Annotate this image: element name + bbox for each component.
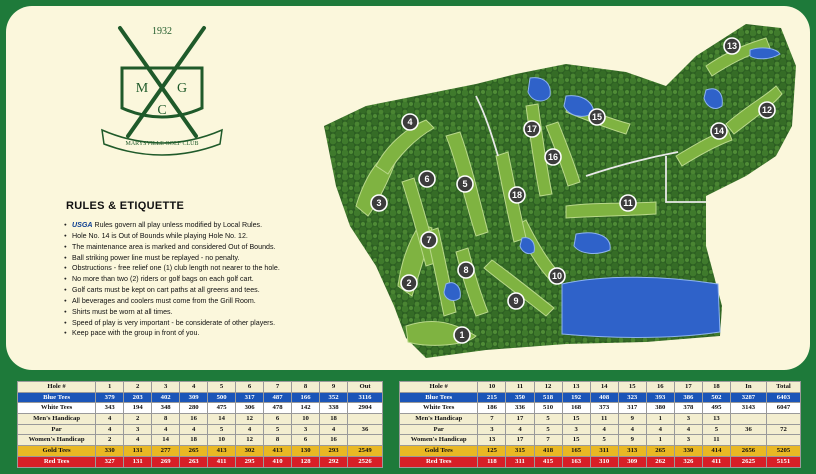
- score-cell: 380: [646, 403, 674, 414]
- hole-marker-13[interactable]: [724, 38, 740, 54]
- scorecard-row: [400, 424, 801, 435]
- score-cell: 4: [236, 424, 264, 435]
- svg-text:15: 15: [591, 112, 603, 122]
- score-cell: 330: [674, 446, 702, 457]
- score-cell: 502: [702, 392, 730, 403]
- score-cell: 3: [292, 424, 320, 435]
- score-cell: 410: [264, 456, 292, 467]
- score-cell: 280: [180, 403, 208, 414]
- score-cell: In: [730, 382, 766, 393]
- score-cell: 313: [618, 446, 646, 457]
- row-label: Women's Handicap: [18, 435, 96, 446]
- score-cell: 7: [478, 414, 506, 425]
- score-cell: 338: [320, 403, 348, 414]
- score-cell: 165: [562, 446, 590, 457]
- rule-item: ● Keep pace with the group in front of you.: [62, 328, 362, 339]
- scorecard-row: [18, 456, 383, 467]
- score-cell: 163: [562, 456, 590, 467]
- score-cell: 10: [208, 435, 236, 446]
- score-cell: 2526: [348, 456, 383, 467]
- score-cell: 4: [506, 424, 534, 435]
- score-cell: 13: [562, 382, 590, 393]
- row-label: Hole #: [18, 382, 96, 393]
- hole-marker-11[interactable]: [620, 195, 636, 211]
- usga-logo: USGA: [72, 221, 93, 229]
- scorecard-row: [400, 414, 801, 425]
- rule-item: ● Speed of play is very important - be considerate of other players.: [62, 318, 362, 329]
- score-cell: 6: [292, 435, 320, 446]
- score-cell: 323: [618, 392, 646, 403]
- score-cell: 2625: [730, 456, 766, 467]
- pond-8: [444, 283, 460, 301]
- score-cell: 10: [292, 414, 320, 425]
- hole-marker-1[interactable]: [454, 327, 470, 343]
- score-cell: 293: [320, 446, 348, 457]
- score-cell: 9: [618, 435, 646, 446]
- rule-item: ● No more than two (2) riders or golf bags on each golf cart.: [62, 274, 362, 285]
- score-cell: 4: [96, 414, 124, 425]
- hole-marker-14[interactable]: [711, 123, 727, 139]
- score-cell: 17: [674, 382, 702, 393]
- rule-item: ● Ball striking power line must be replayed - no penalty.: [62, 253, 362, 264]
- score-cell: Total: [766, 382, 800, 393]
- score-cell: [766, 435, 800, 446]
- score-cell: 311: [590, 446, 618, 457]
- score-cell: 18: [180, 435, 208, 446]
- score-cell: 3: [478, 424, 506, 435]
- score-cell: 309: [180, 392, 208, 403]
- row-label: Red Tees: [400, 456, 478, 467]
- score-cell: 11: [702, 435, 730, 446]
- score-cell: 7: [534, 435, 562, 446]
- score-cell: 8: [292, 382, 320, 393]
- score-cell: 393: [646, 392, 674, 403]
- svg-text:M: M: [135, 81, 149, 96]
- score-cell: 411: [702, 456, 730, 467]
- score-cell: 478: [264, 403, 292, 414]
- svg-text:1: 1: [459, 330, 465, 340]
- score-cell: 326: [674, 456, 702, 467]
- score-cell: 194: [124, 403, 152, 414]
- score-cell: 343: [96, 403, 124, 414]
- score-cell: 3: [562, 424, 590, 435]
- hole-marker-7[interactable]: [421, 232, 437, 248]
- scorecard-row: [18, 414, 383, 425]
- score-cell: 408: [590, 392, 618, 403]
- score-cell: 18: [702, 382, 730, 393]
- svg-text:12: 12: [761, 105, 773, 115]
- score-cell: 142: [292, 403, 320, 414]
- score-cell: 4: [96, 424, 124, 435]
- svg-text:2: 2: [406, 278, 412, 288]
- rule-item: ● Golf carts must be kept on cart paths at all greens and tees.: [62, 285, 362, 296]
- score-cell: 378: [674, 403, 702, 414]
- score-cell: Out: [348, 382, 383, 393]
- hole-marker-3[interactable]: [371, 195, 387, 211]
- score-cell: 9: [320, 382, 348, 393]
- score-cell: 510: [534, 403, 562, 414]
- score-cell: 495: [702, 403, 730, 414]
- score-cell: 3: [152, 382, 180, 393]
- score-cell: 4: [674, 424, 702, 435]
- row-label: White Tees: [18, 403, 96, 414]
- score-cell: 215: [478, 392, 506, 403]
- score-cell: 518: [534, 392, 562, 403]
- row-label: Blue Tees: [400, 392, 478, 403]
- hole-marker-5[interactable]: [457, 176, 473, 192]
- score-cell: 336: [506, 403, 534, 414]
- hole-marker-16[interactable]: [545, 149, 561, 165]
- row-label: Hole #: [400, 382, 478, 393]
- row-label: Men's Handicap: [400, 414, 478, 425]
- score-cell: 414: [702, 446, 730, 457]
- score-cell: 12: [236, 414, 264, 425]
- score-cell: 418: [534, 446, 562, 457]
- score-cell: 487: [264, 392, 292, 403]
- score-cell: 310: [590, 456, 618, 467]
- rule-item: ● USGA Rules govern all play unless modified by Local Rules.: [62, 220, 362, 231]
- score-cell: 2: [124, 414, 152, 425]
- score-cell: 1: [646, 414, 674, 425]
- row-label: White Tees: [400, 403, 478, 414]
- svg-text:8: 8: [463, 265, 469, 275]
- svg-text:MARYSVILLE GOLF CLUB: MARYSVILLE GOLF CLUB: [125, 141, 199, 147]
- score-cell: 16: [180, 414, 208, 425]
- hole-marker-12[interactable]: [759, 102, 775, 118]
- crossed-clubs-icon: [120, 28, 204, 136]
- score-cell: 5: [534, 424, 562, 435]
- scorecard-row: [18, 435, 383, 446]
- score-cell: 3: [124, 424, 152, 435]
- rules-title: RULES & ETIQUETTE: [66, 200, 185, 212]
- scorecard-row: [400, 446, 801, 457]
- score-cell: 13: [478, 435, 506, 446]
- svg-text:1932: 1932: [152, 26, 172, 37]
- scorecard-back-nine: [399, 381, 801, 468]
- svg-text:18: 18: [511, 190, 523, 200]
- score-cell: 269: [152, 456, 180, 467]
- row-label: Par: [400, 424, 478, 435]
- hole-marker-17[interactable]: [524, 121, 540, 137]
- score-cell: 16: [320, 435, 348, 446]
- scorecard-row: [400, 456, 801, 467]
- row-label: Women's Handicap: [400, 435, 478, 446]
- svg-text:C: C: [157, 103, 167, 118]
- score-cell: 6: [236, 382, 264, 393]
- rule-item: ● Shirts must be worn at all times.: [62, 307, 362, 318]
- svg-text:G: G: [176, 81, 188, 96]
- score-cell: 4: [618, 424, 646, 435]
- score-cell: 475: [208, 403, 236, 414]
- svg-text:14: 14: [713, 126, 725, 136]
- svg-text:7: 7: [426, 235, 432, 245]
- score-cell: 14: [208, 414, 236, 425]
- hole-marker-15[interactable]: [589, 109, 605, 125]
- score-cell: 292: [320, 456, 348, 467]
- score-cell: [348, 435, 383, 446]
- svg-text:5: 5: [462, 179, 468, 189]
- score-cell: 2: [96, 435, 124, 446]
- score-cell: 4: [646, 424, 674, 435]
- score-cell: 263: [180, 456, 208, 467]
- score-cell: 5205: [766, 446, 800, 457]
- score-cell: [730, 435, 766, 446]
- score-cell: 350: [506, 392, 534, 403]
- score-cell: 203: [124, 392, 152, 403]
- row-label: Gold Tees: [18, 446, 96, 457]
- svg-text:9: 9: [513, 296, 519, 306]
- score-cell: 2: [124, 382, 152, 393]
- score-cell: 413: [264, 446, 292, 457]
- score-cell: 12: [534, 382, 562, 393]
- score-cell: [766, 414, 800, 425]
- score-cell: 317: [618, 403, 646, 414]
- score-cell: 186: [478, 403, 506, 414]
- score-cell: 192: [562, 392, 590, 403]
- score-cell: 4: [180, 424, 208, 435]
- score-cell: 2656: [730, 446, 766, 457]
- scorecard-row: [400, 382, 801, 393]
- score-cell: 1: [96, 382, 124, 393]
- rules-list: [62, 220, 362, 339]
- score-cell: 3116: [348, 392, 383, 403]
- hole-marker-18[interactable]: [509, 187, 525, 203]
- score-cell: 3143: [730, 403, 766, 414]
- scorecard-front-nine: [17, 381, 383, 468]
- score-cell: 8: [152, 414, 180, 425]
- row-label: Men's Handicap: [18, 414, 96, 425]
- score-cell: 128: [292, 456, 320, 467]
- score-cell: 118: [478, 456, 506, 467]
- score-cell: 306: [236, 403, 264, 414]
- score-cell: 4: [590, 424, 618, 435]
- score-cell: 4: [124, 435, 152, 446]
- score-cell: 18: [320, 414, 348, 425]
- score-cell: 17: [506, 435, 534, 446]
- score-cell: 415: [534, 456, 562, 467]
- score-cell: 5: [208, 424, 236, 435]
- score-cell: 317: [236, 392, 264, 403]
- score-cell: 15: [562, 435, 590, 446]
- score-cell: 17: [506, 414, 534, 425]
- row-label: Par: [18, 424, 96, 435]
- club-logo: [92, 20, 232, 156]
- score-cell: 315: [506, 446, 534, 457]
- score-cell: 166: [292, 392, 320, 403]
- score-cell: 6047: [766, 403, 800, 414]
- rule-item: ● Obstructions - free relief one (1) club length not nearer to the hole.: [62, 263, 362, 274]
- svg-text:17: 17: [526, 124, 538, 134]
- hole-marker-9[interactable]: [508, 293, 524, 309]
- score-cell: 302: [236, 446, 264, 457]
- score-cell: 125: [478, 446, 506, 457]
- score-cell: 12: [236, 435, 264, 446]
- scorecard-row: [18, 446, 383, 457]
- score-cell: 330: [96, 446, 124, 457]
- course-map-card: [6, 6, 810, 370]
- svg-text:13: 13: [726, 41, 738, 51]
- score-cell: 3: [674, 435, 702, 446]
- hole-marker-2[interactable]: [401, 275, 417, 291]
- score-cell: 168: [562, 403, 590, 414]
- hole-marker-8[interactable]: [458, 262, 474, 278]
- score-cell: 295: [236, 456, 264, 467]
- svg-text:16: 16: [547, 152, 559, 162]
- score-cell: 14: [590, 382, 618, 393]
- score-cell: 9: [618, 414, 646, 425]
- hole-marker-6[interactable]: [419, 171, 435, 187]
- score-cell: 311: [506, 456, 534, 467]
- score-cell: 15: [618, 382, 646, 393]
- score-cell: 379: [96, 392, 124, 403]
- svg-text:10: 10: [551, 271, 563, 281]
- score-cell: [730, 414, 766, 425]
- score-cell: 36: [348, 424, 383, 435]
- score-cell: 5: [208, 382, 236, 393]
- scorecard-row: [18, 424, 383, 435]
- svg-text:6: 6: [424, 174, 430, 184]
- score-cell: 3: [674, 414, 702, 425]
- score-cell: 11: [590, 414, 618, 425]
- svg-text:4: 4: [407, 117, 413, 127]
- rules-etiquette: [62, 200, 362, 339]
- scorecard-row: [400, 435, 801, 446]
- score-cell: 130: [292, 446, 320, 457]
- scorecard-row: [400, 392, 801, 403]
- scorecard-row: [18, 382, 383, 393]
- hole-marker-4[interactable]: [402, 114, 418, 130]
- score-cell: 373: [590, 403, 618, 414]
- score-cell: 10: [478, 382, 506, 393]
- hole-marker-10[interactable]: [549, 268, 565, 284]
- score-cell: 4: [152, 424, 180, 435]
- rule-item: ● Hole No. 14 is Out of Bounds while playing Hole No. 12.: [62, 231, 362, 242]
- pond-large: [562, 277, 720, 337]
- score-cell: 72: [766, 424, 800, 435]
- row-label: Blue Tees: [18, 392, 96, 403]
- scorecard-row: [400, 403, 801, 414]
- row-label: Gold Tees: [400, 446, 478, 457]
- score-cell: 7: [264, 382, 292, 393]
- score-cell: 352: [320, 392, 348, 403]
- score-cell: 6: [264, 414, 292, 425]
- score-cell: 14: [152, 435, 180, 446]
- score-cell: 265: [646, 446, 674, 457]
- score-cell: 386: [674, 392, 702, 403]
- score-cell: 2904: [348, 403, 383, 414]
- rule-item: ● All beverages and coolers must come from the Grill Room.: [62, 296, 362, 307]
- score-cell: 5: [590, 435, 618, 446]
- scorecard-row: [18, 392, 383, 403]
- score-cell: 2549: [348, 446, 383, 457]
- score-cell: 262: [646, 456, 674, 467]
- score-cell: 131: [124, 456, 152, 467]
- score-cell: 277: [152, 446, 180, 457]
- score-cell: 3287: [730, 392, 766, 403]
- score-cell: 16: [646, 382, 674, 393]
- svg-text:3: 3: [376, 198, 382, 208]
- score-cell: 4: [180, 382, 208, 393]
- scorecard-row: [18, 403, 383, 414]
- score-cell: 402: [152, 392, 180, 403]
- rule-item: ● The maintenance area is marked and considered Out of Bounds.: [62, 242, 362, 253]
- score-cell: 5: [534, 414, 562, 425]
- course-grounds: [324, 24, 796, 358]
- score-cell: [348, 414, 383, 425]
- score-cell: 411: [208, 456, 236, 467]
- row-label: Red Tees: [18, 456, 96, 467]
- score-cell: 4: [320, 424, 348, 435]
- score-cell: 5: [702, 424, 730, 435]
- score-cell: 6403: [766, 392, 800, 403]
- score-cell: 327: [96, 456, 124, 467]
- score-cell: 1: [646, 435, 674, 446]
- svg-text:11: 11: [623, 198, 633, 208]
- score-cell: 15: [562, 414, 590, 425]
- score-cell: 36: [730, 424, 766, 435]
- score-cell: 5: [264, 424, 292, 435]
- score-cell: 5151: [766, 456, 800, 467]
- score-cell: 8: [264, 435, 292, 446]
- score-cell: 265: [180, 446, 208, 457]
- score-cell: 348: [152, 403, 180, 414]
- score-cell: 500: [208, 392, 236, 403]
- score-cell: 131: [124, 446, 152, 457]
- score-cell: 413: [208, 446, 236, 457]
- score-cell: 13: [702, 414, 730, 425]
- score-cell: 11: [506, 382, 534, 393]
- score-cell: 309: [618, 456, 646, 467]
